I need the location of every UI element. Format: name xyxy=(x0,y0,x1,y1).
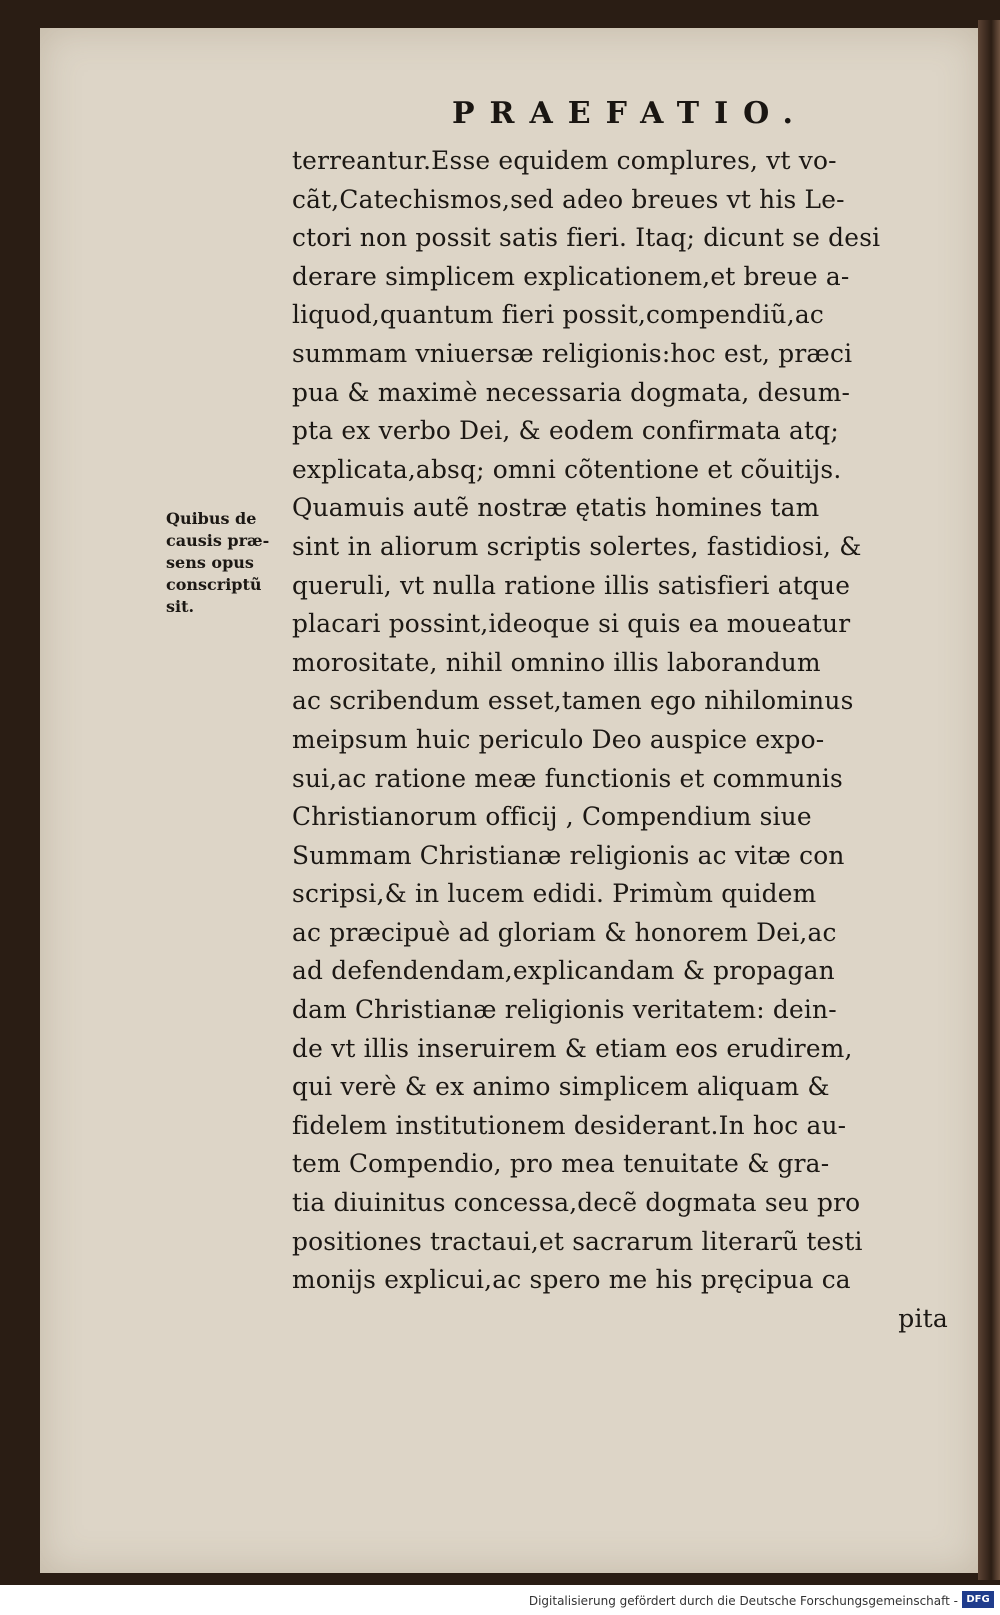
text-line: meipsum huic periculo Deo auspice expo- xyxy=(292,724,825,754)
marginal-note-line: sit. xyxy=(166,597,195,616)
text-line: liquod,quantum fieri possit,compendiũ,ac xyxy=(292,300,824,330)
text-line: tem Compendio, pro mea tenuitate & gra- xyxy=(292,1149,830,1179)
text-line: Quamuis autẽ nostræ ętatis homines tam xyxy=(292,493,820,523)
text-line: monijs explicui,ac spero me his pręcipua ca xyxy=(292,1265,851,1295)
marginal-note xyxy=(166,508,296,618)
text-line: Summam Christianæ religionis ac vitæ con xyxy=(292,840,845,870)
text-line: queruli, vt nulla ratione illis satisfieri atque xyxy=(292,570,851,600)
marginal-note-line: sens opus xyxy=(166,553,254,572)
footer-credit: Digitalisierung gefördert durch die Deutsche Forschungsgemeinschaft - xyxy=(528,1594,958,1608)
text-line: sint in aliorum scriptis solertes, fastidiosi, & xyxy=(292,531,862,561)
text-line: ac scribendum esset,tamen ego nihilominus xyxy=(292,686,854,716)
text-line: ctori non possit satis fieri. Itaq; dicunt se desi xyxy=(292,223,881,253)
text-line: cãt,Catechismos,sed adeo breues vt his Le- xyxy=(292,184,845,214)
text-line: sui,ac ratione meæ functionis et communis xyxy=(292,763,843,793)
text-line: terreantur.Esse equidem complures, vt vo- xyxy=(292,146,837,175)
marginal-note-line: conscriptũ xyxy=(166,575,262,594)
text-line: ac præcipuè ad gloriam & honorem Dei,ac xyxy=(292,917,837,947)
text-line: scripsi,& in lucem edidi. Primùm quidem xyxy=(292,879,817,909)
running-head: PRAEFATIO. xyxy=(452,96,808,131)
text-line: placari possint,ideoque si quis ea moueatur xyxy=(292,609,851,639)
marginal-note-line: causis præ- xyxy=(166,531,270,550)
text-line: dam Christianæ religionis veritatem: dein- xyxy=(292,995,837,1025)
text-line: de vt illis inseruirem & etiam eos erudirem, xyxy=(292,1033,853,1063)
text-line: pta ex verbo Dei, & eodem confirmata atq; xyxy=(292,416,839,446)
text-line: morositate, nihil omnino illis laborandum xyxy=(292,647,821,677)
text-line: summam vniuersæ religionis:hoc est, præci xyxy=(292,338,853,368)
text-line: Christianorum officij , Compendium siue xyxy=(292,802,812,832)
text-line: pua & maximè necessaria dogmata, desum- xyxy=(292,377,851,407)
text-line: ad defendendam,explicandam & propagan xyxy=(292,956,835,986)
text-line: positiones tractaui,et sacrarum literarũ testi xyxy=(292,1226,863,1256)
book-spine-edge xyxy=(978,20,1000,1580)
body-text xyxy=(292,142,952,1338)
text-line: tia diuinitus concessa,decẽ dogmata seu pro xyxy=(292,1188,861,1218)
dfg-logo: DFG xyxy=(962,1591,994,1608)
text-line: derare simplicem explicationem,et breue a- xyxy=(292,261,850,291)
catchword: pita xyxy=(898,1303,948,1333)
marginal-note-line: Quibus de xyxy=(166,509,257,528)
text-line: fidelem institutionem desiderant.In hoc au- xyxy=(292,1110,847,1140)
text-line: qui verè & ex animo simplicem aliquam & xyxy=(292,1072,830,1102)
text-line: explicata,absq; omni cõtentione et cõuitijs. xyxy=(292,454,842,484)
